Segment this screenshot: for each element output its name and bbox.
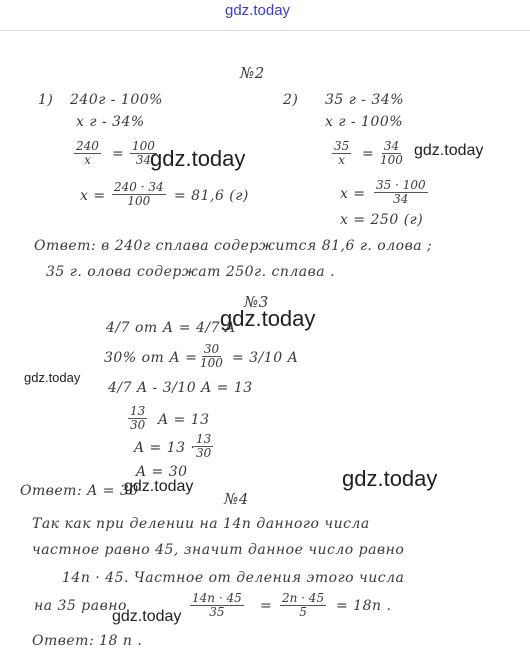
numerator: 240 · 34	[114, 180, 164, 194]
equals-sign: =	[362, 146, 375, 162]
task2-part2-line2: x г - 100%	[325, 114, 404, 130]
top-divider	[0, 30, 530, 31]
numerator: 13	[196, 432, 212, 446]
task2-part2-x-fraction	[374, 179, 428, 206]
task2-answer-line1: Ответ: в 240г сплава содержится 81,6 г. олова ;	[34, 238, 433, 254]
task3-line4-right: A = 13	[158, 412, 210, 428]
task2-part2-fraction-a	[332, 140, 351, 167]
denominator: x	[338, 153, 346, 167]
task4-line4-fraction-b	[280, 592, 326, 619]
task3-line5-fraction	[194, 433, 213, 460]
site-watermark: gdz.today	[414, 142, 484, 159]
task3-line2-right: = 3/10 A	[232, 350, 299, 366]
task3-line2-left: 30% от А =	[104, 350, 198, 366]
denominator: 100	[380, 153, 403, 167]
task3-line3: 4/7 A - 3/10 A = 13	[108, 380, 253, 396]
task2-answer-line2: 35 г. олова содержат 250г. сплава .	[46, 264, 336, 280]
numerator: 30	[203, 342, 220, 356]
denominator: 30	[196, 446, 212, 460]
numerator: 240	[76, 139, 99, 153]
numerator: 35	[334, 139, 350, 153]
denominator: 5	[299, 605, 307, 619]
task2-part1-line1: 240г - 100%	[70, 92, 163, 108]
task4-line4-left: на 35 равно	[34, 598, 127, 614]
denominator: 34	[135, 153, 152, 167]
task2-part1-line2: x г - 34%	[76, 114, 145, 130]
task3-heading: №3	[244, 293, 269, 311]
site-watermark: gdz.today	[112, 608, 182, 625]
task2-part2-final: x = 250 (г)	[340, 212, 424, 228]
equals-sign: =	[112, 146, 125, 162]
denominator: x	[84, 153, 91, 167]
denominator: 100	[200, 356, 223, 370]
task2-part2-fraction-b	[378, 140, 405, 167]
numerator: 13	[130, 404, 146, 418]
site-watermark: gdz.today	[24, 370, 81, 385]
task3-line1-right: 4/7 A	[196, 320, 236, 336]
task4-line1: Так как при делении на 14n данного числа	[32, 516, 370, 532]
task2-part1-fraction-a	[74, 140, 101, 167]
site-watermark: gdz.today	[220, 306, 316, 331]
task2-part1-x-fraction	[112, 181, 166, 208]
task3-line1-left: 4/7 от А =	[106, 320, 191, 336]
task3-line2-fraction	[198, 343, 225, 370]
task2-part2-x-lhs: x =	[340, 186, 366, 202]
task4-line4-fraction-a	[190, 592, 244, 619]
task2-part1-x-result: = 81,6 (г)	[174, 188, 249, 204]
denominator: 30	[130, 418, 146, 432]
site-watermark: gdz.today	[342, 466, 438, 491]
task3-line4-fraction	[128, 405, 147, 432]
task3-answer: Ответ: A = 30	[20, 483, 139, 499]
task4-line2: частное равно 45, значит данное число равно	[32, 542, 405, 558]
numerator: 35 · 100	[376, 178, 426, 192]
equals-sign: =	[260, 598, 273, 614]
site-watermark-top: gdz.today	[225, 2, 291, 19]
numerator: 100	[132, 139, 155, 153]
denominator: 100	[127, 194, 151, 208]
task2-part2-line1: 35 г - 34%	[325, 92, 405, 108]
task4-line4-result: = 18n .	[336, 598, 392, 614]
task2-part2-number: 2)	[283, 92, 299, 108]
task2-part1-x-lhs: x =	[80, 188, 106, 204]
denominator: 34	[393, 192, 409, 206]
site-watermark: gdz.today	[150, 146, 246, 171]
task2-part1-number: 1)	[38, 92, 54, 108]
task3-line5-left: A = 13 ·	[134, 440, 196, 456]
denominator: 35	[209, 605, 225, 619]
site-watermark: gdz.today	[124, 478, 194, 495]
task4-answer: Ответ: 18 n .	[32, 633, 143, 649]
task4-line3: 14n · 45. Частное от деления этого числа	[62, 570, 405, 586]
numerator: 34	[383, 139, 400, 153]
task2-heading: №2	[240, 64, 265, 82]
numerator: 14n · 45	[192, 591, 242, 605]
task3-line6: A = 30	[136, 464, 188, 480]
numerator: 2n · 45	[282, 591, 325, 605]
task4-heading: №4	[224, 490, 249, 508]
